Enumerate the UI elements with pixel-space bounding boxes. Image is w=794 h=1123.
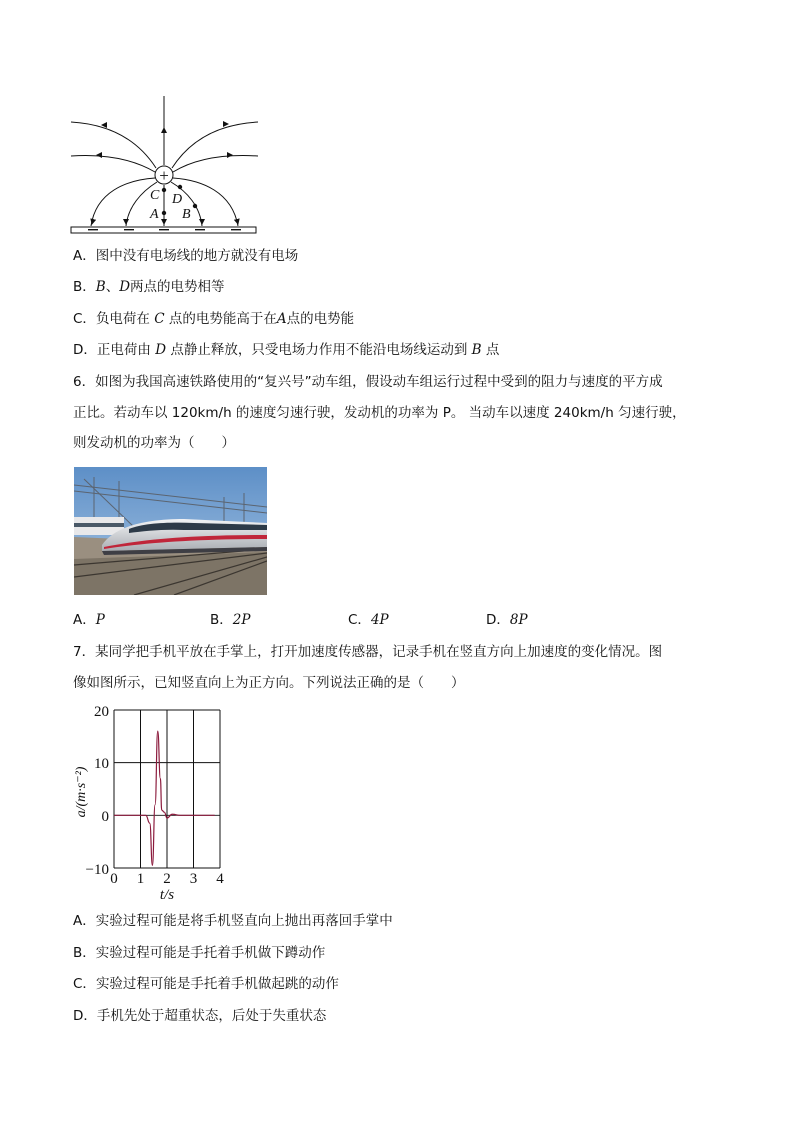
q6-stem-line-3: 则发动机的功率为（ ） <box>73 435 235 451</box>
q7-stem-line-2: 像如图所示，已知竖直向上为正方向。下列说法正确的是（ ） <box>73 675 465 691</box>
x-tick-0: 0 <box>110 871 118 887</box>
q5-option-a[interactable]: A．图中没有电场线的地方就没有电场 <box>73 248 299 264</box>
q6-option-b[interactable]: B．2P <box>210 612 251 628</box>
label-c: C <box>150 188 160 203</box>
y-axis-label: a/(m·s⁻²) <box>74 766 89 818</box>
label-b: B <box>182 207 191 222</box>
acceleration-curve <box>114 731 215 865</box>
x-tick-2: 2 <box>163 871 171 887</box>
q7-stem-line-1: 7．某同学把手机平放在手掌上，打开加速度传感器，记录手机在竖直方向上加速度的变化情况。图 <box>73 644 663 660</box>
q7-option-d[interactable]: D．手机先处于超重状态，后处于失重状态 <box>73 1008 327 1024</box>
q7-option-a[interactable]: A．实验过程可能是将手机竖直向上抛出再落回手掌中 <box>73 913 393 929</box>
q5-option-b[interactable]: B．B、D两点的电势相等 <box>73 279 225 295</box>
label-d: D <box>172 192 183 207</box>
q6-stem-line-1: 6．如图为我国高速铁路使用的“复兴号”动车组，假设动车组运行过程中受到的阻力与速度的平方成 <box>73 374 663 390</box>
charge-plus-sign: + <box>159 166 169 185</box>
x-tick-1: 1 <box>136 871 145 887</box>
x-axis-label: t/s <box>159 887 175 903</box>
chart-grid <box>114 710 220 868</box>
label-a: A <box>150 207 159 222</box>
q7-option-b[interactable]: B．实验过程可能是手托着手机做下蹲动作 <box>73 945 326 961</box>
point-d <box>178 185 182 189</box>
q6-option-a[interactable]: A．P <box>73 612 105 628</box>
point-c <box>162 188 166 192</box>
q5-option-c[interactable]: C．负电荷在 C 点的电势能高于在A点的电势能 <box>73 311 355 327</box>
y-tick-neg10: −10 <box>85 862 109 878</box>
q7-option-c[interactable]: C．实验过程可能是手托着手机做起跳的动作 <box>73 976 339 992</box>
electric-field-diagram <box>66 92 266 242</box>
x-tick-4: 4 <box>216 871 224 887</box>
y-tick-0: 0 <box>101 809 109 825</box>
train-photo <box>74 467 267 595</box>
point-b <box>193 204 197 208</box>
acceleration-chart <box>70 700 240 905</box>
x-tick-3: 3 <box>189 871 198 887</box>
q6-option-c[interactable]: C．4P <box>348 612 389 628</box>
q6-stem-line-2: 正比。若动车以 120km/h 的速度匀速行驶，发动机的功率为 P。 当动车以速度 240km/h 匀速行驶， <box>73 405 686 421</box>
q6-option-d[interactable]: D．8P <box>486 612 528 628</box>
y-tick-10: 10 <box>94 756 109 772</box>
q5-option-d[interactable]: D．正电荷由 D 点静止释放，只受电场力作用不能沿电场线运动到 B 点 <box>73 342 500 358</box>
point-a <box>162 211 166 215</box>
y-tick-20: 20 <box>94 704 109 720</box>
